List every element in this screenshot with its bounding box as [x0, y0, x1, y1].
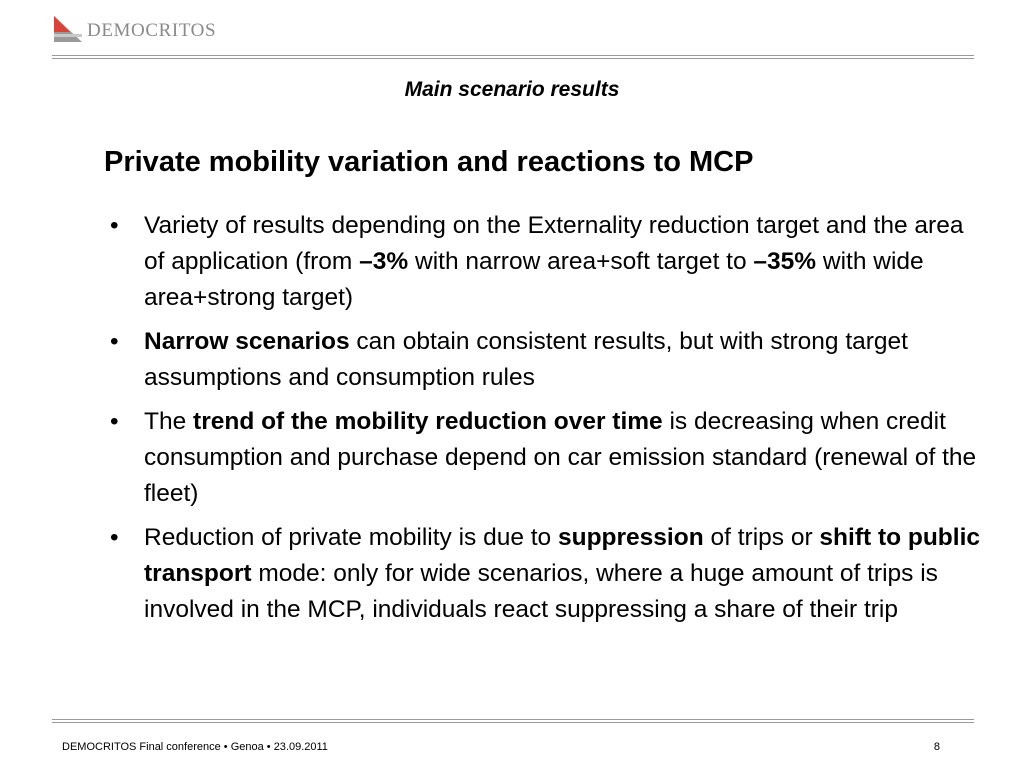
section-title: Main scenario results — [404, 78, 620, 101]
bullet-item — [104, 208, 984, 316]
democritos-logo — [52, 14, 216, 44]
bullet-emphasis: trend of the mobility reduction over time — [193, 408, 663, 435]
page-number: 8 — [933, 741, 940, 753]
bullet-text: with wide area+strong target) — [144, 248, 924, 311]
bullet-list — [104, 208, 984, 636]
bullet-emphasis: shift to public transport — [144, 524, 981, 587]
democritos-logo-icon — [52, 14, 84, 44]
bullet-emphasis: –3% — [359, 248, 409, 275]
bullet-text: Variety of results depending on the Externality reduction target and the area of application (from — [144, 212, 964, 275]
bullet-item — [104, 404, 984, 512]
bullet-marker: • — [110, 408, 119, 435]
bullet-text: with narrow area+soft target to — [408, 248, 754, 275]
footer-text: DEMOCRITOS Final conference • Genoa • 23.09.2011 — [62, 741, 328, 753]
logo-text: DEMOCRITOS — [87, 19, 217, 41]
header-divider — [52, 55, 974, 59]
bullet-marker: • — [110, 212, 119, 239]
bullet-emphasis: Narrow scenarios — [144, 328, 350, 355]
bullet-item — [104, 324, 984, 396]
bullet-emphasis: –35% — [753, 248, 817, 275]
bullet-text: of trips or — [703, 524, 820, 551]
bullet-emphasis: suppression — [558, 524, 704, 551]
bullet-text: The — [144, 408, 194, 435]
bullet-item — [104, 520, 984, 628]
bullet-text: is decreasing when credit consumption and purchase depend on car emission standard (renewal of the fleet) — [144, 408, 977, 507]
bullet-text: mode: only for wide scenarios, where a huge amount of trips is involved in the MCP, individuals react suppressing a share of their trip — [144, 560, 938, 623]
footer-divider — [52, 719, 974, 723]
bullet-marker: • — [110, 328, 119, 355]
slide-heading: Private mobility variation and reactions to MCP — [104, 146, 754, 178]
bullet-text: can obtain consistent results, but with strong target assumptions and consumption rules — [144, 328, 908, 391]
bullet-marker: • — [110, 524, 119, 551]
bullet-text: Reduction of private mobility is due to — [144, 524, 558, 551]
